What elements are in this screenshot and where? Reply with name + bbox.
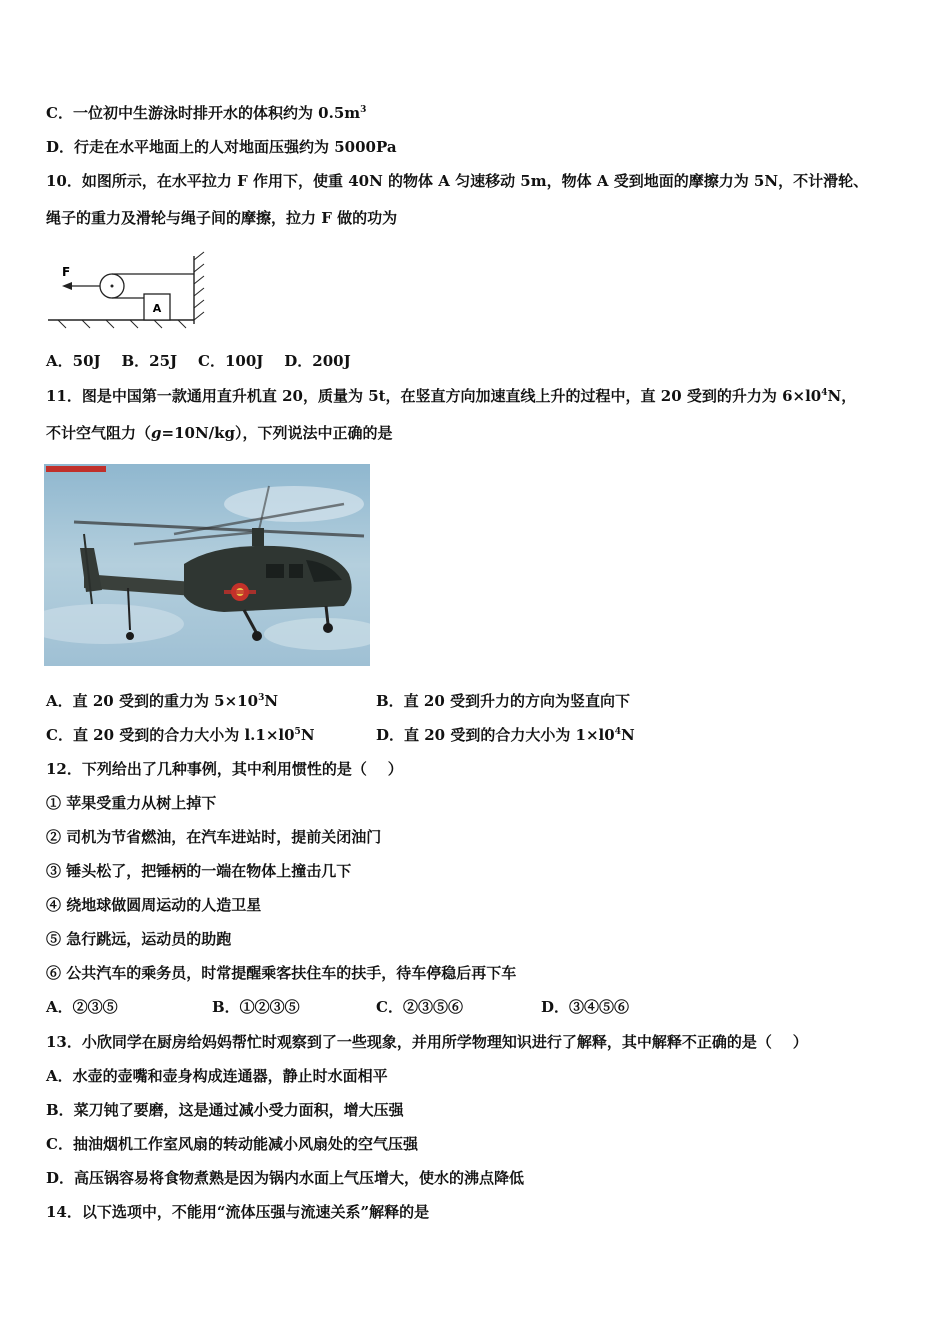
q12-item: ① 苹果受重力从树上掉下: [46, 794, 217, 812]
q13-option-c: C．抽油烟机工作室风扇的转动能减小风扇处的空气压强: [46, 1135, 418, 1153]
q12-option-b: B．①②③⑤: [212, 998, 300, 1016]
q12-option-a: A．②③⑤: [46, 998, 118, 1016]
q12-item: ② 司机为节省燃油，在汽车进站时，提前关闭油门: [46, 828, 382, 846]
q11-stem-line2: 不计空气阻力（g=10N/kg），下列说法中正确的是: [46, 424, 393, 442]
q11-option-c: C．直 20 受到的合力大小为 $l.1\times l0^5N$: [46, 726, 315, 744]
force-f-label: F: [62, 265, 71, 279]
block-a-label: A: [152, 302, 162, 315]
q13-option-d: D．高压锅容易将食物煮熟是因为锅内水面上气压增大，使水的沸点降低: [46, 1169, 525, 1187]
q12-option-d: D．③④⑤⑥: [541, 998, 630, 1016]
q11-option-b: B．直 20 受到升力的方向为竖直向下: [376, 692, 630, 710]
q9-option-d: D．行走在水平地面上的人对地面压强约为 5000Pa: [46, 138, 397, 156]
q11-option-a: A．直 20 受到的重力为 $5\times 10^3N$: [46, 692, 279, 710]
q12-item: ④ 绕地球做圆周运动的人造卫星: [46, 896, 262, 914]
q10-stem-line1: 10．如图所示，在水平拉力 F 作用下，使重 40N 的物体 A 匀速移动 5m，物体 A 受到地面的摩擦力为 5N，不计滑轮、: [46, 172, 869, 190]
q12-item: ③ 锤头松了，把锤柄的一端在物体上撞击几下: [46, 862, 352, 880]
q13-option-b: B．菜刀钝了要磨，这是通过减小受力面积，增大压强: [46, 1101, 404, 1119]
q14-stem: 14．以下选项中，不能用“流体压强与流速关系”解释的是: [46, 1203, 430, 1221]
q13-stem: 13．小欣同学在厨房给妈妈帮忙时观察到了一些现象，并用所学物理知识进行了解释，其中解释不正确的是（ ）: [46, 1033, 808, 1051]
q10-options: A．50J B．25J C．100J D．200J: [46, 352, 351, 370]
q13-option-a: A．水壶的壶嘴和壶身构成连通器，静止时水面相平: [46, 1067, 388, 1085]
helicopter-photo: [44, 464, 370, 666]
q11-option-d: D．直 20 受到的合力大小为 $1\times l0^4N$: [376, 726, 635, 744]
q11-stem-line1: 11．图是中国第一款通用直升机直 20，质量为 5t，在竖直方向加速直线上升的过程中，直 20 受到的升力为 $6\times l0^4N$，: [46, 387, 857, 405]
q12-option-c: C．②③⑤⑥: [376, 998, 463, 1016]
q9-option-c: C．一位初中生游泳时排开水的体积约为 $0.5m^3$: [46, 104, 367, 122]
q10-stem-line2: 绳子的重力及滑轮与绳子间的摩擦，拉力 F 做的功为: [46, 209, 398, 227]
q12-stem: 12．下列给出了几种事例，其中利用惯性的是（ ）: [46, 760, 403, 778]
q12-item: ⑥ 公共汽车的乘务员，时常提醒乘客扶住车的扶手，待车停稳后再下车: [46, 964, 517, 982]
q12-item: ⑤ 急行跳远，运动员的助跑: [46, 930, 232, 948]
pulley-diagram: [44, 250, 214, 330]
